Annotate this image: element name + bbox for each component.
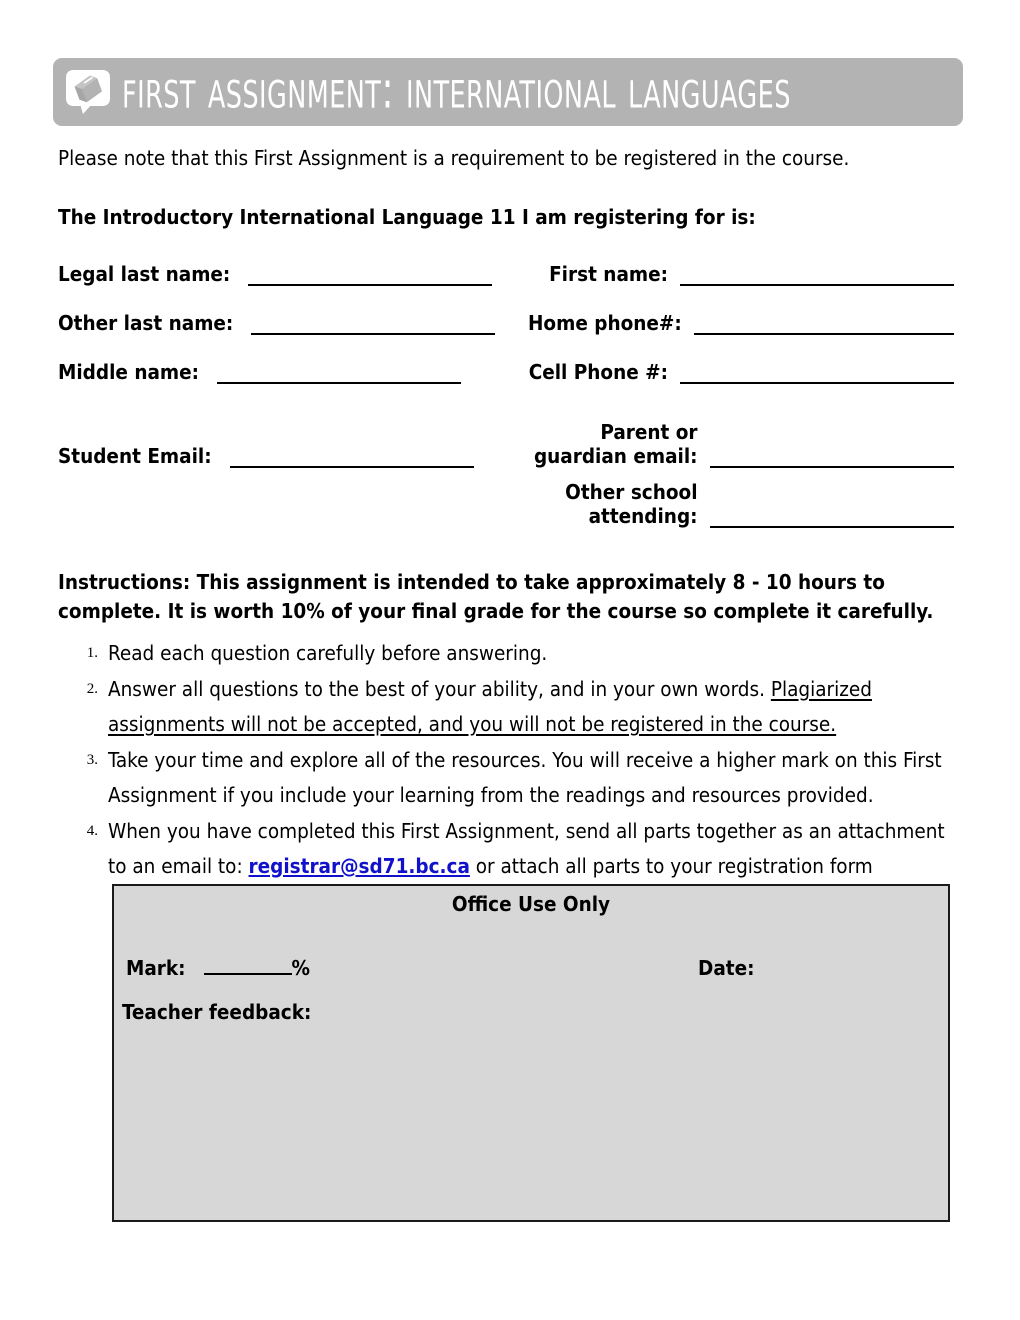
list-item-text-tail: or attach all parts to your registration form: [469, 854, 873, 878]
field-cell-phone: [528, 360, 954, 384]
form-row-legal-last-name: [58, 262, 954, 286]
input-mark[interactable]: [204, 956, 292, 975]
input-student-email[interactable]: [230, 446, 474, 468]
field-home-phone: [528, 311, 954, 335]
list-item-number: 4.: [86, 822, 98, 839]
label-teacher-feedback: Teacher feedback:: [122, 1000, 312, 1024]
input-parent-email[interactable]: [710, 446, 954, 468]
field-student-email: [58, 444, 528, 468]
registrar-email-link[interactable]: registrar@sd71.bc.ca: [248, 854, 470, 878]
input-home-phone[interactable]: [694, 313, 954, 335]
input-legal-last-name[interactable]: [248, 264, 492, 286]
language-selection-heading: The Introductory International Language 11 I am registering for is:: [58, 205, 756, 229]
header-banner: [53, 58, 963, 126]
label-parent-email: Parent or guardian email:: [533, 420, 698, 468]
input-middle-name[interactable]: [217, 362, 461, 384]
label-home-phone: Home phone#:: [528, 311, 682, 335]
field-mark: [126, 956, 310, 980]
list-item-text: [108, 743, 963, 814]
list-item-text: [108, 636, 963, 672]
form-row-middle-name: [58, 360, 954, 384]
instructions-list: [58, 636, 963, 885]
label-legal-last-name: Legal last name:: [58, 262, 231, 286]
field-other-school: [528, 480, 954, 528]
plagiarism-warning-text: Plagiarized assignments will not be accepted, and you will not be registered in the course.: [108, 676, 872, 736]
label-other-last-name: Other last name:: [58, 311, 234, 335]
input-cell-phone[interactable]: [680, 362, 954, 384]
form-row-other-last-name: [58, 311, 954, 335]
list-item-text-body: When you have completed this First Assignment, send all parts together as an attachment to an email to:: [108, 818, 945, 878]
field-middle-name: [58, 360, 528, 384]
field-parent-email: [528, 420, 954, 468]
list-item: [58, 814, 963, 885]
list-item-number: 1.: [86, 645, 98, 661]
registration-note: Please note that this First Assignment is a requirement to be registered in the course.: [58, 146, 850, 170]
field-first-name: [528, 262, 954, 286]
input-other-school[interactable]: [710, 506, 954, 528]
contact-info-form: [58, 420, 954, 528]
list-item: [58, 743, 963, 814]
label-date: Date:: [698, 956, 755, 980]
student-info-form: [58, 262, 954, 384]
office-use-box: [112, 884, 950, 1222]
label-first-name: First name:: [549, 262, 668, 286]
book-speech-bubble-icon: [66, 70, 110, 114]
label-mark: Mark:: [126, 956, 186, 980]
form-row-student-email: [58, 420, 954, 468]
form-row-other-school: [58, 480, 954, 528]
input-first-name[interactable]: [680, 264, 954, 286]
field-legal-last-name: [58, 262, 528, 286]
list-item-number: 3.: [86, 751, 98, 768]
list-item-text-body: Read each question carefully before answering.: [108, 641, 548, 665]
field-other-last-name: [58, 311, 528, 335]
office-use-mark-row: [126, 956, 936, 980]
percent-symbol: %: [291, 956, 311, 980]
list-item-number: 2.: [86, 680, 98, 697]
document-title: first assignment: international languages: [122, 59, 791, 122]
label-student-email: Student Email:: [58, 444, 212, 468]
list-item: [58, 672, 963, 743]
input-other-last-name[interactable]: [251, 313, 495, 335]
list-item-text-body: Take your time and explore all of the resources. You will receive a higher mark on this First Assignment if you include your learning from the readings and resources provided.: [108, 747, 942, 807]
list-item-text-body: Answer all questions to the best of your ability, and in your own words.: [108, 676, 771, 701]
list-item: [58, 636, 963, 672]
label-middle-name: Middle name:: [58, 360, 200, 384]
list-item-text: [108, 672, 963, 743]
label-other-school: Other school attending:: [565, 480, 698, 528]
instructions-paragraph: Instructions: This assignment is intended to take approximately 8 - 10 hours to complete. It is worth 10% of your final grade for the course so complete it carefully.: [58, 570, 934, 623]
list-item-text: [108, 814, 963, 885]
label-cell-phone: Cell Phone #:: [528, 360, 668, 384]
office-use-title: Office Use Only: [451, 892, 611, 916]
